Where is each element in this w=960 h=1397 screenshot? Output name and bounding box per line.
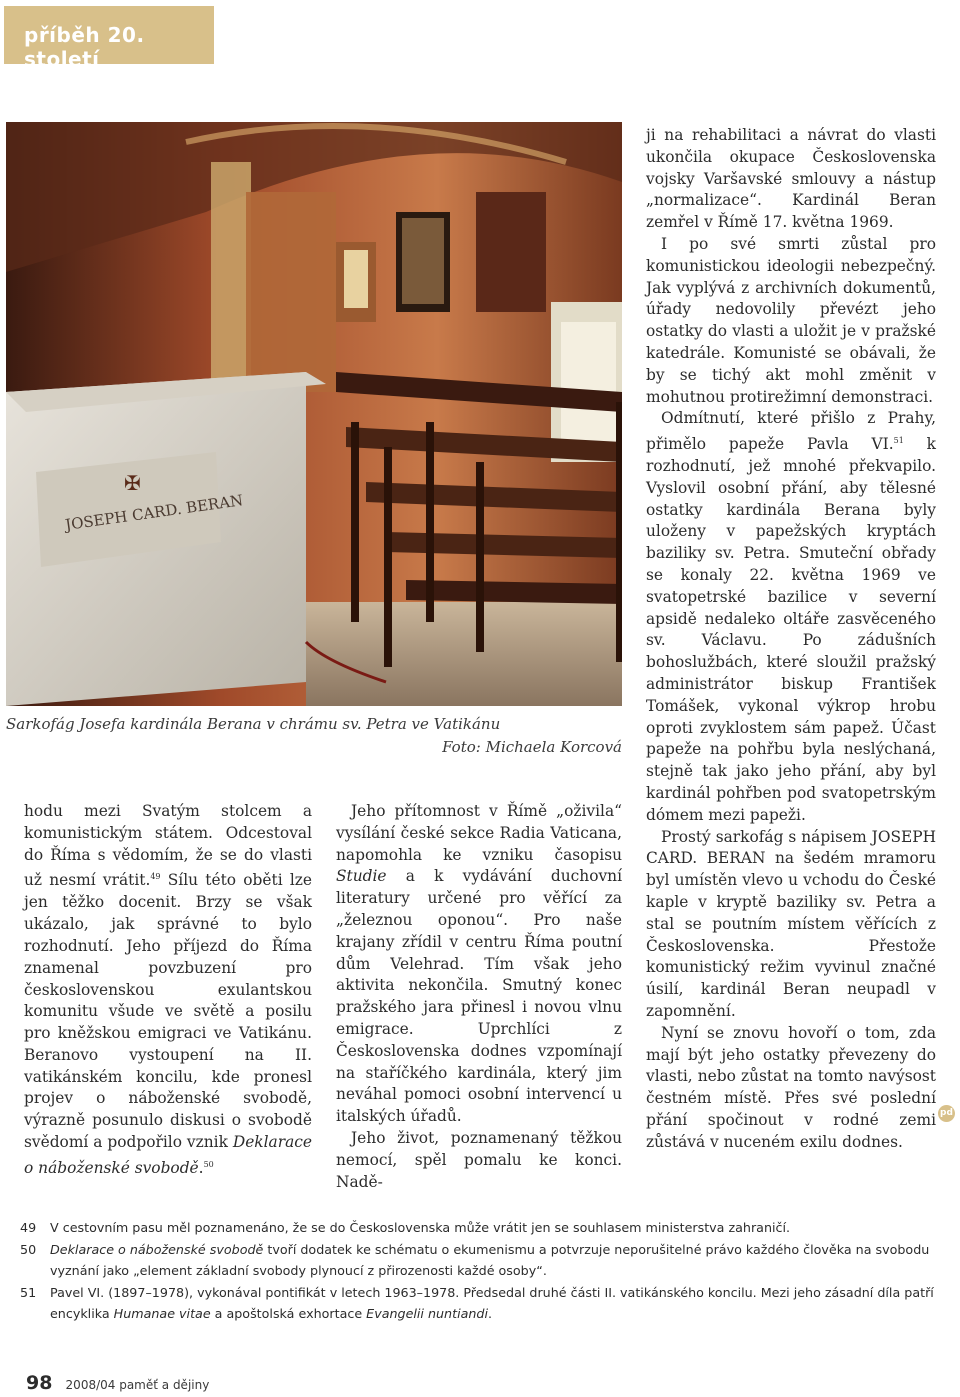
footnote-ref-51[interactable]: 51 <box>893 436 904 446</box>
article-column-2 <box>336 801 622 1193</box>
paragraph: Jeho přítomnost v Římě „oživila“ vysílání české sekce Radia Vaticana, napomohla ke vzniku časopisu Studie a k vydávání duchovní literatury určené pro věřící za „železnou oponou“. Pro naše krajany zřídil v centru Říma poutní dům Velehrad. Tím však jeho aktivita nekončila. Smutný konec pražského jara přinesl i novou vlnu emigrace. Uprchlíci z Československa dodnes vzpomínají na staříčkého kardinála, který jim neváhal pomoci osobní intervencí u italských úřadů. <box>336 802 622 1126</box>
footnote-50: 50 Deklarace o náboženské svobodě tvoří dodatek ke schématu o ekumenismu a potvrzuje neporušitelné právo každého člověka na svobodu vyznání jako „element základní svobody plynoucí z přirozenosti každé osoby“. <box>20 1241 930 1278</box>
footnote-ref-50[interactable]: 50 <box>203 1159 214 1169</box>
section-title: příběh 20. století <box>24 23 145 71</box>
end-mark-icon: pd <box>938 1105 955 1122</box>
section-tab <box>4 6 214 71</box>
paragraph: Nyní se znovu hovoří o tom, zda mají být jeho ostatky převezeny do vlasti, nebo zůstat na tomto navýsost čestném místě. Přes své poslední přání spočinout v rodné zemi zůstává v nuceném exilu dodnes. <box>646 1023 936 1151</box>
paragraph: Prostý sarkofág s nápisem JOSEPH CARD. BERAN na šedém mramoru byl umístěn vlevo u vchodu do České kaple v kryptě baziliky sv. Petra a stal se poutním místem věřících z Československa. Přestože komunistický režim vyvinul značné úsilí, kardinál Beran neupadl v zapomnění. <box>646 827 936 1020</box>
paragraph: Jeho život, poznamenaný těžkou nemocí, spěl pomalu ke konci. Nadě- <box>336 1128 622 1191</box>
article-column-1 <box>24 801 312 1180</box>
caption-text: Sarkofág Josefa kardinála Berana v chrámu sv. Petra ve Vatikánu <box>6 715 501 733</box>
paragraph: I po své smrti zůstal pro komunistickou ideologii nebezpečný. Jak vyplývá z archivních dokumentů, úřady nedovolily převézt jeho ostatky do vlasti a uložit je v pražské katedrále. Komunisté se obávali, že by se tichý akt mohl změnit v mohutnou protirežimní demonstraci. <box>646 234 936 406</box>
photo-credit: Foto: Michaela Korcová <box>442 738 622 756</box>
sarcophagus-inscription: JOSEPH CARD. BERAN <box>64 491 245 534</box>
page-number: 98 <box>26 1372 53 1394</box>
sarcophagus-photo <box>6 122 622 706</box>
photo-caption <box>6 713 622 759</box>
footnote-49: 49 V cestovním pasu měl poznamenáno, že se do Československa může vrátit jen se souhlasem ministerstva zahraničí. <box>20 1220 791 1235</box>
paragraph: hodu mezi Svatým stolcem a komunistickým státem. Odcestoval do Říma s vědomím, že se do vlasti už nesmí vrátit.$^{49}$ Sílu této oběti lze jen těžko docenit. Brzy se však ukázalo, jak správné to bylo rozhodnutí. Jeho příjezd do Říma znamenal povzbuzení pro československou exulantskou komunitu všude ve světě a posilu pro kněžskou emigraci ve Vatikánu. Beranovo vystoupení na II. vatikánském koncilu, kde pronesl projev o náboženské svobodě, výrazně posunulo diskusi o svobodě svědomí a podpořilo vznik Deklarace o náboženské svobodě.$^{50}$ <box>24 802 312 1177</box>
publication-name: 2008/04 paměť a dějiny <box>65 1378 210 1392</box>
page-footer <box>26 1372 209 1394</box>
footnote-51: 51 Pavel VI. (1897–1978), vykonával pontifikát v letech 1963–1978. Předsedal druhé části II. vatikánského koncilu. Mezi jeho zásadní díla patří encyklika Humanae vitae a apoštolská exhortace Evangelii nuntiandi. <box>20 1284 934 1321</box>
footnote-ref-49[interactable]: 49 <box>150 872 161 882</box>
cross-icon: ✠ <box>124 471 141 495</box>
paragraph: Odmítnutí, které přišlo z Prahy, přimělo papeže Pavla VI.$^{51}$ k rozhodnutí, jež mnohé překvapilo. Vyslovil osobní přání, aby tělesné ostatky kardinála Berana byly uloženy v papežských kryptách baziliky sv. Petra. Smuteční obřady se konaly 22. května 1969 ve svatopetrské bazilice v severní apsidě nedaleko oltáře zasvěceného sv. Václavu. Po zádušních bohoslužbách, které sloužil pražský administrátor biskup František Tomášek, vykonal výkrop hrobu oproti zvyklostem sám papež. Účast papeže na pohřbu byla neslýchaná, stejně tak jako jeho přání, aby byl kardinál pohřben pod svatopetrským dómem mezi papeži. <box>646 409 937 824</box>
footnotes <box>20 1217 935 1325</box>
article-column-3 <box>646 125 936 1154</box>
photo-illustration <box>6 122 622 706</box>
paragraph: ji na rehabilitaci a návrat do vlasti ukončila okupace Československa vojsky Varšavské smlouvy a nástup „normalizace“. Kardinál Beran zemřel v Římě 17. května 1969. <box>646 126 936 232</box>
